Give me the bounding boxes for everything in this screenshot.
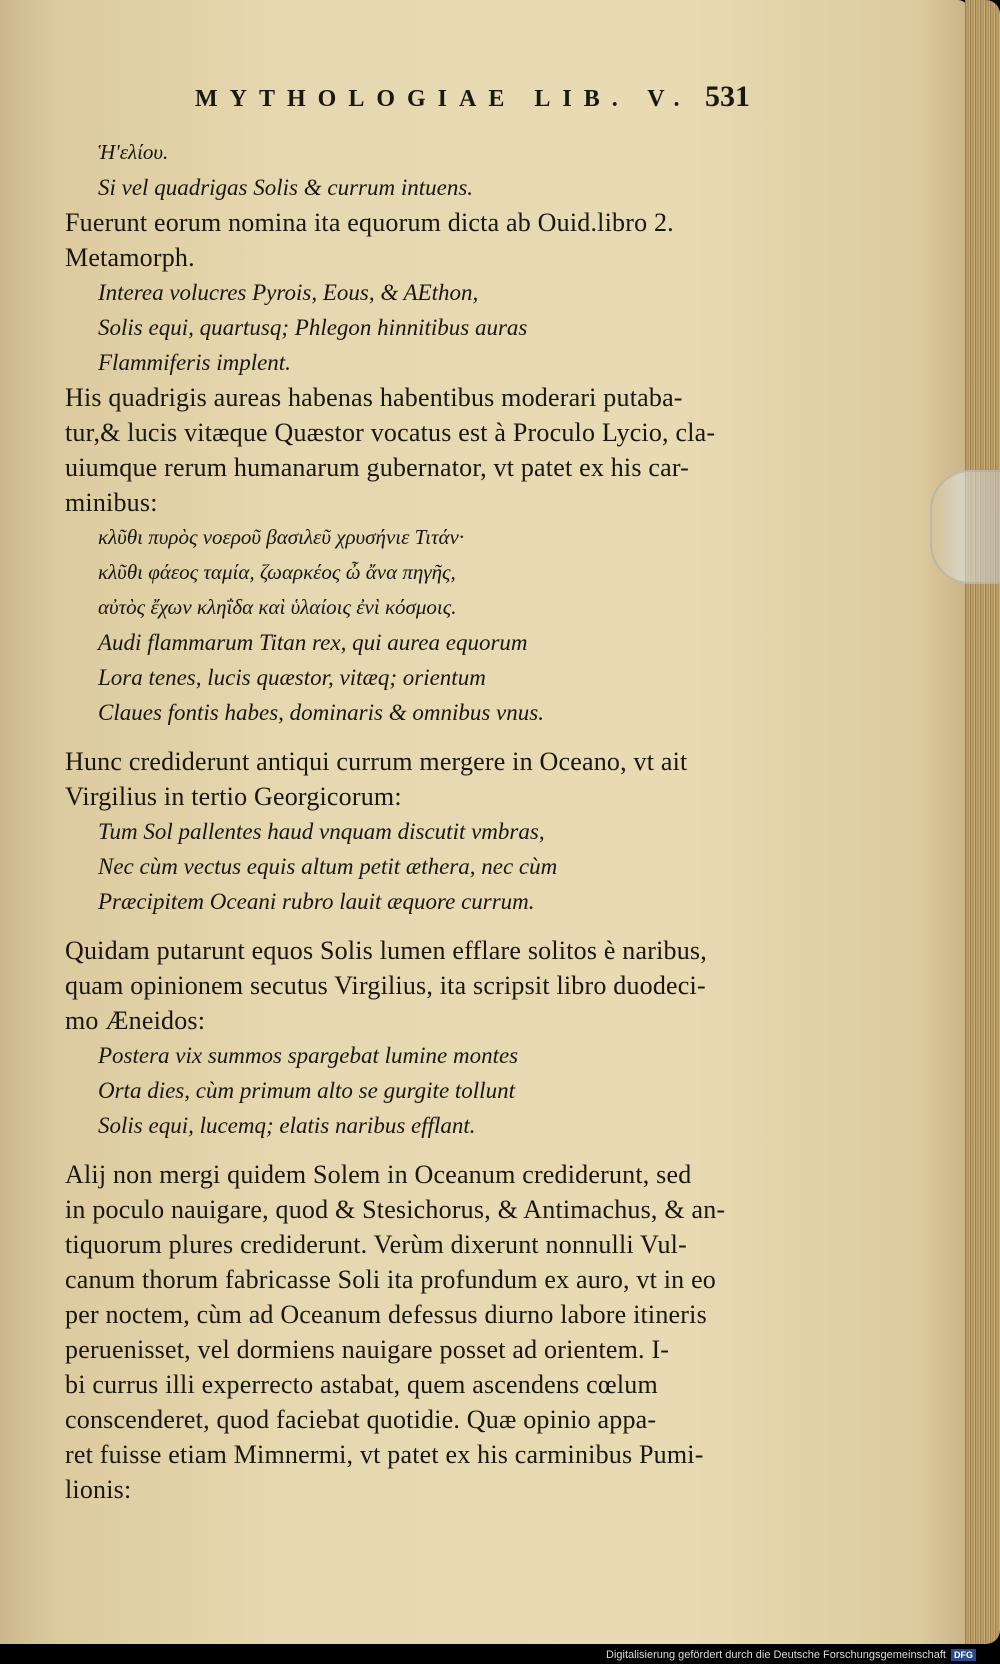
prose-line: Alij non mergi quidem Solem in Oceanum crediderunt, sed [65,1160,692,1189]
verse-line: Lora tenes, lucis quæstor, vitæq; orientum [98,665,486,690]
body-text [65,135,790,1507]
page-clip [930,470,1000,584]
prose-line: Virgilius in tertio Georgicorum: [65,782,402,811]
verse-line: Solis equi, lucemq; elatis naribus efflant. [98,1113,476,1138]
prose-line: minibus: [65,488,158,517]
prose-line: per noctem, cùm ad Oceanum defessus diurno labore itineris [65,1300,707,1329]
verse-line: Postera vix summos spargebat lumine montes [98,1043,519,1068]
prose-line: in poculo nauigare, quod & Stesichorus, & Antimachus, & an- [65,1195,726,1224]
prose-line: ret fuisse etiam Mimnermi, vt patet ex his carminibus Pumi- [65,1440,704,1469]
verse-line: Flammiferis implent. [98,350,291,375]
dfg-logo: DFG [951,1649,976,1661]
verse-line: Interea volucres Pyrois, Eous, & AEthon, [98,280,479,305]
paragraph-gap [65,919,790,933]
verse-line: Solis equi, quartusq; Phlegon hinnitibus auras [98,315,528,340]
paragraph-gap [65,1143,790,1157]
prose-line: tur,& lucis vitæque Quæstor vocatus est à Proculo Lycio, cla- [65,418,716,447]
prose-line: lionis: [65,1475,132,1504]
greek-line: κλῦθι φάεος ταμία, ζωαρκέος ὦ ἄνα πηγῆς, [98,560,456,584]
verse-line: Præcipitem Oceani rubro lauit æquore currum. [98,889,535,914]
verse-line: Orta dies, cùm primum alto se gurgite tollunt [98,1078,515,1103]
prose-line: canum thorum fabricasse Soli ita profundum ex auro, vt in eo [65,1265,717,1294]
prose-line: Fuerunt eorum nomina ita equorum dicta ab Ouid.libro 2. [65,208,674,237]
prose-line: His quadrigis aureas habenas habentibus moderari putaba- [65,383,683,412]
prose-line: Hunc crediderunt antiqui currum mergere in Oceano, vt ait [65,747,688,776]
paragraph-gap [65,730,790,744]
prose-line: uiumque rerum humanarum gubernator, vt patet ex his car- [65,453,690,482]
footer-credit: Digitalisierung gefördert durch die Deutsche Forschungsgemeinschaft [606,1649,946,1661]
page-edge [965,0,1000,1644]
prose-line: conscenderet, quod faciebat quotidie. Quæ opinio appa- [65,1405,657,1434]
verse-line: Claues fontis habes, dominaris & omnibus vnus. [98,700,544,725]
prose-line: tiquorum plures crediderunt. Verùm dixerunt nonnulli Vul- [65,1230,687,1259]
verse-line: Audi flammarum Titan rex, qui aurea equorum [98,630,528,655]
verse-line: Tum Sol pallentes haud vnquam discutit vmbras, [98,819,545,844]
prose-line: mo Æneidos: [65,1006,206,1035]
prose-line: bi currus illi experrecto astabat, quem ascendens cœlum [65,1370,658,1399]
prose-line: Quidam putarunt equos Solis lumen efflare solitos è naribus, [65,936,707,965]
prose-line: Metamorph. [65,243,195,272]
prose-line: quam opinionem secutus Virgilius, ita scripsit libro duodeci- [65,971,706,1000]
greek-line: Ἡ'ελίου. [98,140,169,164]
running-title: MYTHOLOGIAE LIB. V. [195,86,692,112]
prose-line: peruenisset, vel dormiens nauigare posset ad orientem. I- [65,1335,670,1364]
greek-line: αὐτὸς ἔχων κληΐδα καὶ ὑλαίοις ἐνὶ κόσμοις. [98,595,457,619]
verse-line: Nec cùm vectus equis altum petit æthera, nec cùm [98,854,558,879]
greek-line: κλῦθι πυρὸς νοεροῦ βασιλεῦ χρυσήνιε Τιτάν· [98,525,465,549]
page-number: 531 [705,80,750,113]
footer-bar [606,1646,1000,1664]
verse-line: Si vel quadrigas Solis & currum intuens. [98,175,474,200]
